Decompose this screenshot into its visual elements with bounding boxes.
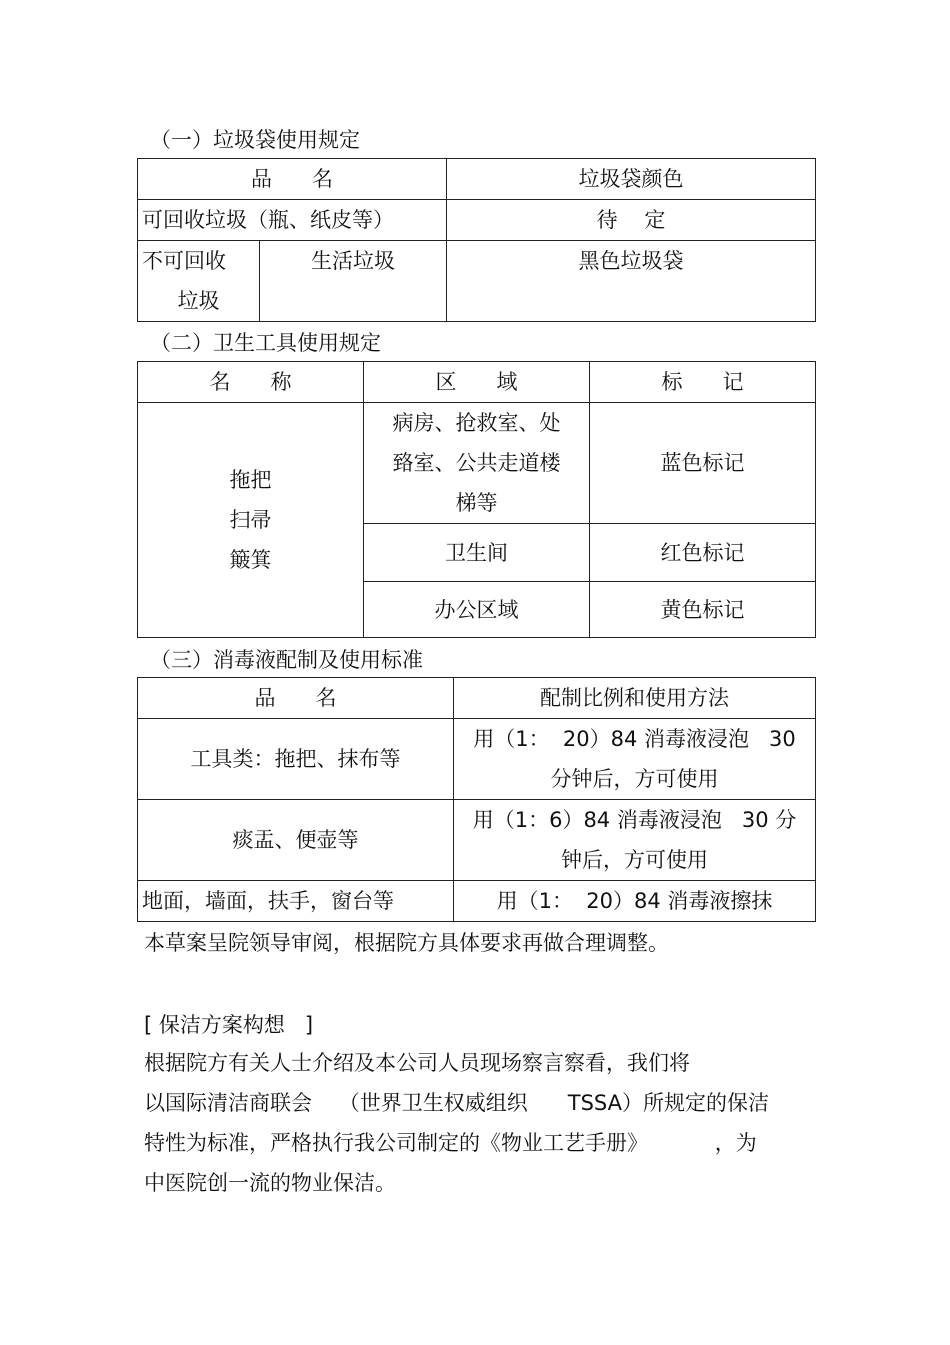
yellow-mark-cell: 黄色标记: [590, 582, 816, 638]
plan-line-2: 以国际清洁商联会 （世界卫生权威组织 TSSA）所规定的保洁: [144, 1091, 769, 1115]
household-garbage-cell: 生活垃圾: [260, 241, 447, 322]
cleaning-tools-table: [137, 361, 816, 638]
header-method: 配制比例和使用方法: [454, 678, 816, 719]
header-tool-name: 名 称: [138, 362, 364, 403]
plan-line-4: 中医院创一流的物业保洁。: [144, 1171, 396, 1195]
tool-mop: 拖把: [229, 468, 272, 492]
disinfectant-table: [137, 677, 816, 922]
tools-method-line1: 用（1： 20）84 消毒液浸泡 30: [473, 727, 796, 751]
tools-product-cell: 工具类：拖把、抹布等: [138, 719, 454, 800]
tools-cell: [138, 403, 364, 638]
non-recyclable-line2: 垃圾: [177, 289, 220, 313]
floor-product-cell: 地面，墙面，扶手，窗台等: [138, 881, 454, 922]
header-item-name: 品 名: [138, 159, 447, 200]
restroom-cell: 卫生间: [364, 524, 590, 582]
section3-heading: （三）消毒液配制及使用标准: [150, 648, 423, 672]
tools-method-cell: [454, 719, 816, 800]
tool-dustpan: 簸箕: [229, 548, 272, 572]
tools-method-line2: 分钟后，方可使用: [550, 767, 719, 791]
plan-line-1: 根据院方有关人士介绍及本公司人员现场察言察看，我们将: [144, 1051, 690, 1075]
ward-area-line3: 梯等: [455, 491, 498, 515]
black-bag-cell: 黑色垃圾袋: [447, 241, 816, 322]
review-note: 本草案呈院领导审阅，根据院方具体要求再做合理调整。: [144, 931, 669, 955]
blue-mark-cell: 蓝色标记: [590, 403, 816, 524]
header-mark: 标 记: [590, 362, 816, 403]
recyclable-color-cell: 待 定: [447, 200, 816, 241]
non-recyclable-cell: [138, 241, 260, 322]
section2-heading: （二）卫生工具使用规定: [150, 331, 381, 355]
spittoon-method-cell: [454, 800, 816, 881]
floor-method-line1: 用（1： 20）84 消毒液擦抹: [496, 889, 773, 913]
spittoon-method-line1: 用（1：6）84 消毒液浸泡 30 分: [472, 808, 797, 832]
ward-area-cell: [364, 403, 590, 524]
floor-method-cell: [454, 881, 816, 922]
spittoon-method-line2: 钟后，方可使用: [561, 848, 708, 872]
plan-title: [ 保洁方案构想 ]: [144, 1013, 314, 1037]
header-product: 品 名: [138, 678, 454, 719]
non-recyclable-line1: 不可回收: [142, 249, 226, 273]
plan-line-3: 特性为标准，严格执行我公司制定的《物业工艺手册》 ，为: [144, 1131, 757, 1155]
section1-heading: （一）垃圾袋使用规定: [150, 128, 360, 152]
office-area-cell: 办公区域: [364, 582, 590, 638]
header-area: 区 域: [364, 362, 590, 403]
garbage-bag-table: [137, 158, 816, 322]
red-mark-cell: 红色标记: [590, 524, 816, 582]
tool-broom: 扫帚: [229, 508, 272, 532]
ward-area-line1: 病房、抢救室、处: [392, 411, 561, 435]
ward-area-line2: 臵室、公共走道楼: [392, 451, 561, 475]
spittoon-product-cell: 痰盂、便壶等: [138, 800, 454, 881]
recyclable-cell: 可回收垃圾（瓶、纸皮等）: [138, 200, 447, 241]
header-bag-color: 垃圾袋颜色: [447, 159, 816, 200]
